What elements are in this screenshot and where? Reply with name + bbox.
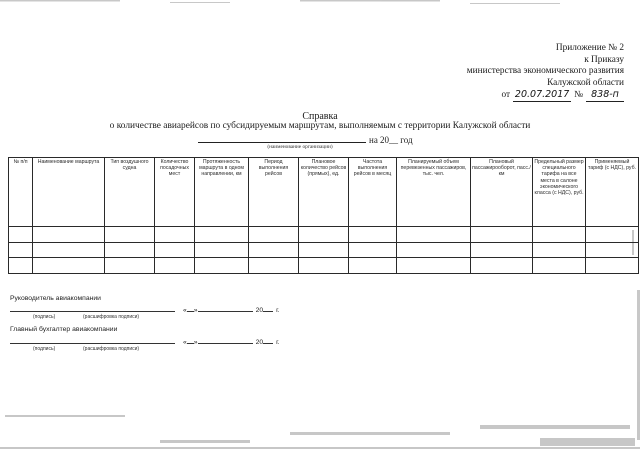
table-header-row — [9, 158, 639, 227]
table-cell — [471, 227, 533, 243]
col-planned-flights: Плановое количество рейсов (прямых), ед. — [299, 158, 349, 227]
table-cell — [299, 227, 349, 243]
col-number: № п/п — [9, 158, 33, 227]
order-date: 20.07.2017 — [514, 89, 570, 101]
table-cell — [586, 258, 639, 274]
col-route-length: Протяженность маршрута в одном направлении, км — [195, 158, 249, 227]
number-label: № — [574, 90, 583, 101]
appendix-order-ref: к Приказу — [584, 54, 624, 65]
table-row — [9, 258, 639, 274]
head-caption-decoding: (расшифровка подписи) — [83, 314, 140, 320]
table-cell — [299, 242, 349, 258]
col-max-tariff: Предельный размер специального тарифа на все места в салоне экономического класса (с НДС), руб. — [533, 158, 586, 227]
accountant-month-field — [198, 336, 253, 344]
table-cell — [533, 227, 586, 243]
table-cell — [33, 258, 105, 274]
accountant-caption-signature: (подпись) — [33, 346, 56, 352]
table-cell — [533, 242, 586, 258]
table-cell — [155, 258, 195, 274]
table-cell — [249, 242, 299, 258]
table-cell — [195, 242, 249, 258]
head-day-field — [187, 304, 194, 312]
quote-open: « — [183, 339, 187, 346]
quote-open: « — [183, 307, 187, 314]
appendix-region: Калужской области — [547, 77, 624, 88]
table-cell — [105, 227, 155, 243]
organization-caption: (наименование организации) — [267, 144, 333, 150]
col-aircraft-type: Тип воздушного судна — [105, 158, 155, 227]
table-cell — [33, 227, 105, 243]
table-cell — [33, 242, 105, 258]
table-cell — [586, 242, 639, 258]
table-cell — [349, 242, 397, 258]
table-cell — [471, 258, 533, 274]
head-label: Руководитель авиакомпании — [10, 295, 101, 302]
table-cell — [249, 258, 299, 274]
quote-close: » — [193, 339, 198, 346]
year-prefix: 20 — [255, 339, 264, 346]
year-prefix: 20 — [255, 307, 264, 314]
table-cell — [299, 258, 349, 274]
table-cell — [533, 258, 586, 274]
order-date-number — [502, 89, 624, 102]
accountant-signature-field — [10, 336, 175, 344]
col-seats: Количество посадочных мест — [155, 158, 195, 227]
table-cell — [195, 227, 249, 243]
organization-name-line — [198, 134, 366, 143]
year-suffix: г. — [276, 339, 280, 346]
table-cell — [397, 227, 471, 243]
period-text: на 20__ год — [369, 135, 413, 145]
table-cell — [349, 258, 397, 274]
table-row — [9, 242, 639, 258]
order-number: 838-п — [586, 89, 624, 102]
accountant-day-field — [187, 336, 194, 344]
quote-close: » — [193, 307, 198, 314]
col-route-name: Наименование маршрута — [33, 158, 105, 227]
appendix-number: Приложение № 2 — [555, 43, 624, 53]
col-applied-tariff: Применяемый тариф (с НДС), руб. — [586, 158, 639, 227]
document-title: Справка — [302, 111, 338, 122]
table-cell — [155, 242, 195, 258]
col-flight-period: Период выполнения рейсов — [249, 158, 299, 227]
document-subtitle: о количестве авиарейсов по субсидируемым маршрутам, выполняемым с территории Калужской области — [109, 121, 531, 131]
accountant-year-field — [263, 336, 273, 344]
head-caption-signature: (подпись) — [33, 314, 56, 320]
table-cell — [249, 227, 299, 243]
col-passengers: Планируемый объем перевезенных пассажиров, тыс. чел. — [397, 158, 471, 227]
table-cell — [586, 227, 639, 243]
head-year-field — [263, 304, 273, 312]
accountant-caption-decoding: (расшифровка подписи) — [83, 346, 140, 352]
col-passenger-turnover: Плановый пассажирооборот, пасс./км — [471, 158, 533, 227]
accountant-label: Главный бухгалтер авиакомпании — [10, 326, 118, 333]
table-cell — [397, 258, 471, 274]
table-cell — [105, 242, 155, 258]
table-cell — [471, 242, 533, 258]
head-signature-field — [10, 304, 175, 312]
routes-table — [8, 157, 639, 274]
head-month-field — [198, 304, 253, 312]
appendix-header — [404, 43, 624, 102]
table-row — [9, 227, 639, 243]
from-label: от — [501, 90, 511, 101]
table-cell — [195, 258, 249, 274]
table-cell — [9, 242, 33, 258]
table-cell — [9, 258, 33, 274]
appendix-ministry: министерства экономического развития — [466, 66, 624, 77]
head-signature-line — [10, 304, 280, 314]
table-cell — [9, 227, 33, 243]
accountant-signature-line — [10, 336, 280, 346]
table-cell — [105, 258, 155, 274]
table-cell — [155, 227, 195, 243]
col-frequency: Частота выполнения рейсов в месяц — [349, 158, 397, 227]
table-cell — [397, 242, 471, 258]
year-suffix: г. — [276, 307, 280, 314]
table-cell — [349, 227, 397, 243]
